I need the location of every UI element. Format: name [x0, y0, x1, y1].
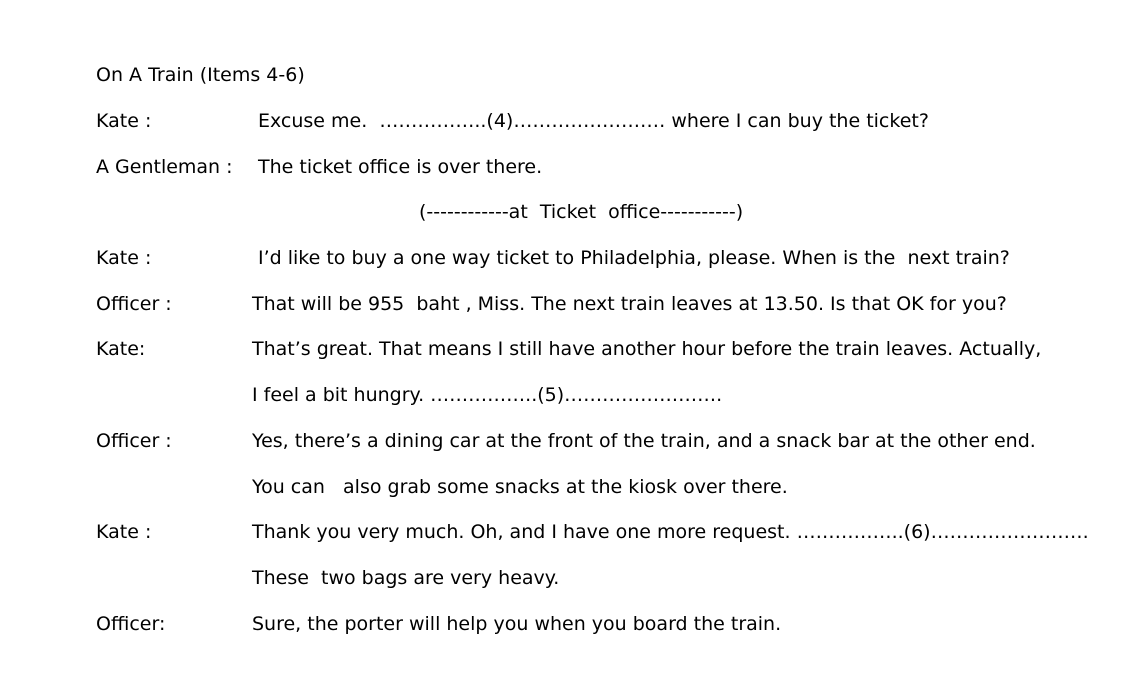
speaker-label: Officer : [96, 430, 172, 452]
dialogue-text: Excuse me. ……………..(4)…………………… where I can buy the ticket? [258, 110, 929, 132]
document-heading: On A Train (Items 4-6) [96, 64, 305, 86]
stage-direction: (------------at Ticket office-----------) [419, 201, 744, 223]
dialogue-text: You can also grab some snacks at the kiosk over there. [252, 476, 788, 498]
dialogue-text: I’d like to buy a one way ticket to Philadelphia, please. When is the next train? [258, 247, 1010, 269]
dialogue-text: These two bags are very heavy. [252, 567, 560, 589]
speaker-label: Kate : [96, 110, 152, 132]
speaker-label: Kate : [96, 521, 152, 543]
dialogue-text: That’s great. That means I still have another hour before the train leaves. Actually, [252, 338, 1042, 360]
speaker-label: Kate : [96, 247, 152, 269]
dialogue-text: That will be 955 baht , Miss. The next train leaves at 13.50. Is that OK for you? [252, 293, 1007, 315]
speaker-label: A Gentleman : [96, 156, 233, 178]
dialogue-text: Thank you very much. Oh, and I have one more request. ……………..(6)……………………. [252, 521, 1089, 543]
dialogue-text: Yes, there’s a dining car at the front of the train, and a snack bar at the other end. [252, 430, 1036, 452]
dialogue-text: The ticket office is over there. [258, 156, 543, 178]
speaker-label: Officer: [96, 613, 166, 635]
dialogue-text: Sure, the porter will help you when you board the train. [252, 613, 782, 635]
speaker-label: Kate: [96, 338, 146, 360]
dialogue-text: I feel a bit hungry. ……………..(5)……………………. [252, 384, 723, 406]
speaker-label: Officer : [96, 293, 172, 315]
